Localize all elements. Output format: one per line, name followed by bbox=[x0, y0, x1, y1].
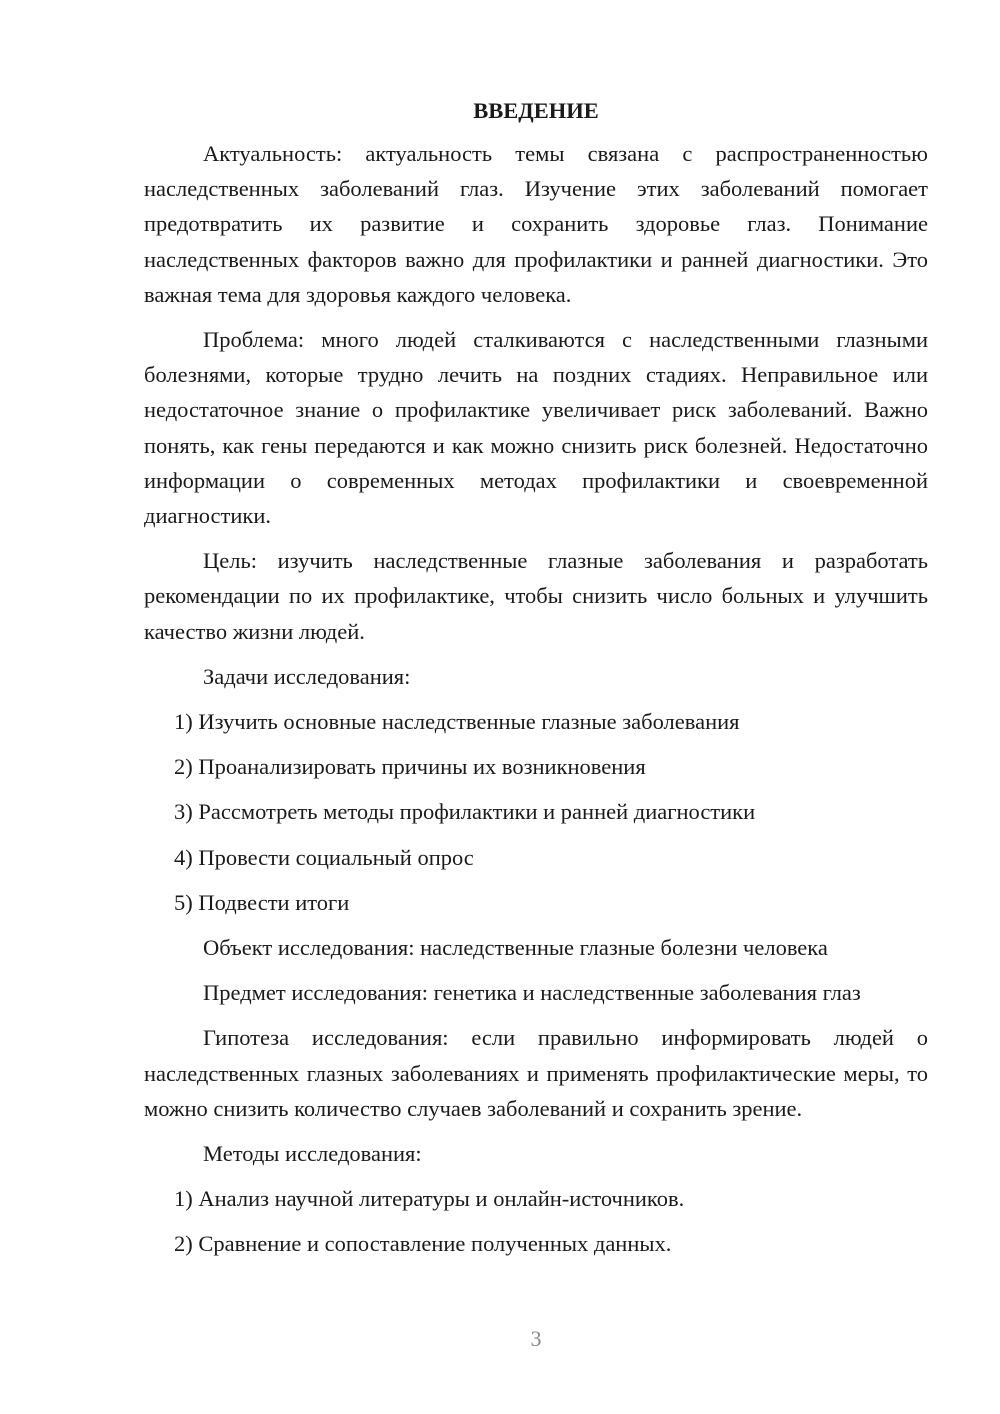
tasks-heading: Задачи исследования: bbox=[203, 663, 411, 689]
list-item: 5) Подвести итоги bbox=[174, 889, 350, 915]
page-title: ВВЕДЕНИЕ bbox=[473, 98, 599, 123]
list-item: 2) Проанализировать причины их возникновения bbox=[174, 754, 646, 780]
list-item: 1) Изучить основные наследственные глазные заболевания bbox=[174, 709, 740, 735]
relevance-paragraph: Актуальность: актуальность темы связана с распространенностью наследственных заболеваний глаз. Изучение этих заболеваний помогает предотвратить их развитие и сохранить здоровье глаз. Понимание наследственных факторов важно для профилактики и ранней диагностики. Это важная тема для здоровья каждого человека. bbox=[144, 141, 928, 307]
problem-paragraph: Проблема: много людей сталкиваются с наследственными глазными болезнями, которые трудно лечить на поздних стадиях. Неправильное или недостаточное знание о профилактике увеличивает риск заболеваний. Важно понять, как гены передаются и как можно снизить риск болезней. Недостаточно информации о современных методах профилактики и своевременной диагностики. bbox=[144, 327, 928, 529]
methods-heading: Методы исследования: bbox=[203, 1141, 422, 1167]
hypothesis-paragraph: Гипотеза исследования: если правильно информировать людей о наследственных глазных заболеваниях и применять профилактические меры, то можно снизить количество случаев заболеваний и сохранить зрение. bbox=[144, 1025, 928, 1121]
list-item: 1) Анализ научной литературы и онлайн-источников. bbox=[174, 1186, 685, 1212]
list-item: 4) Провести социальный опрос bbox=[174, 844, 474, 870]
subject-line: Предмет исследования: генетика и наследственные заболевания глаз bbox=[203, 980, 861, 1006]
tasks-list bbox=[144, 704, 928, 920]
object-line: Объект исследования: наследственные глазные болезни человека bbox=[203, 935, 828, 961]
list-item: 3) Рассмотреть методы профилактики и ранней диагностики bbox=[174, 799, 756, 825]
goal-paragraph: Цель: изучить наследственные глазные заболевания и разработать рекомендации по их профилактике, чтобы снизить число больных и улучшить качество жизни людей. bbox=[144, 548, 928, 644]
list-item: 2) Сравнение и сопоставление полученных данных. bbox=[174, 1231, 672, 1257]
page-number: 3 bbox=[530, 1326, 542, 1351]
document-page bbox=[144, 96, 928, 1272]
methods-list bbox=[144, 1181, 928, 1261]
